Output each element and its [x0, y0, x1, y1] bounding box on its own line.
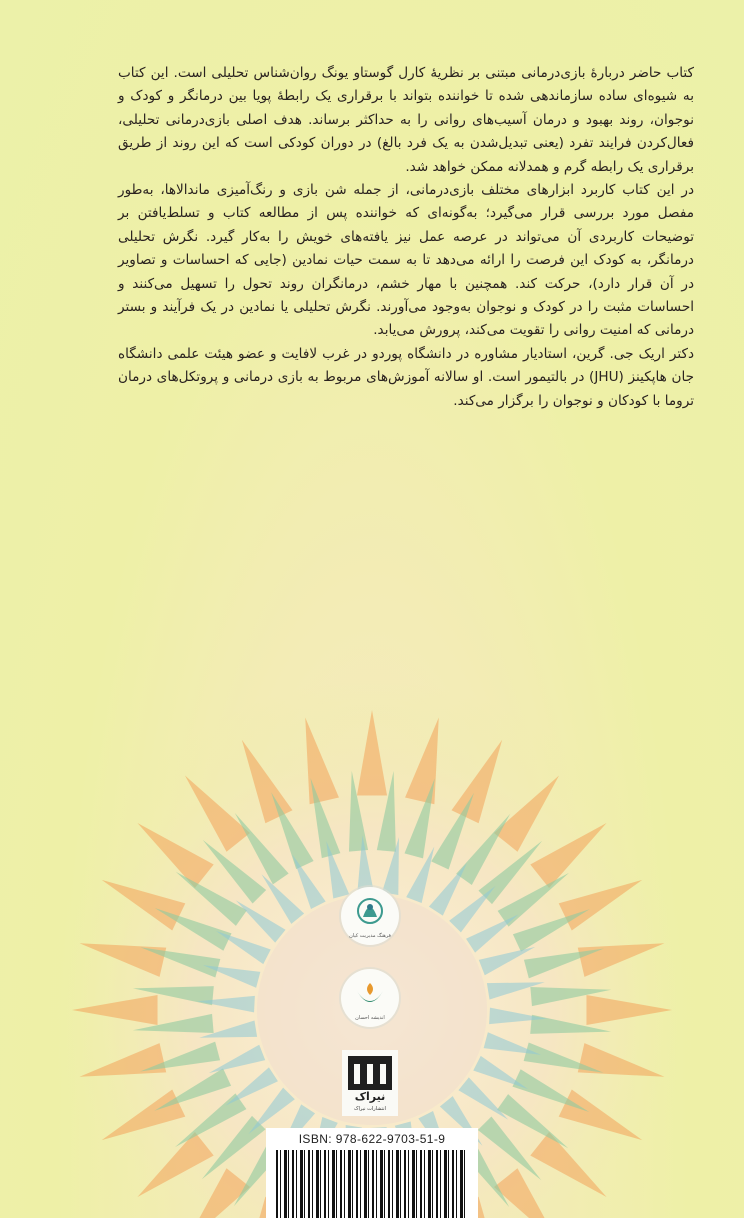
publisher-logo-bird: [341, 969, 399, 1027]
publisher-name: نیراک: [354, 1090, 386, 1103]
logo-caption: فرهنگ مدیریت کیان: [349, 933, 391, 939]
logo-caption: انتشارات نیراک: [354, 1106, 386, 1112]
isbn-barcode: [266, 1128, 478, 1218]
barcode-bars: [276, 1150, 468, 1218]
paragraph-intro: کتاب حاضر دربارهٔ بازی‌درمانی مبتنی بر نظریهٔ کارل گوستاو یونگ روان‌شناس تحلیلی است. این کتاب به شیوه‌ای ساده سازماندهی شده تا خواننده بتواند با برقراری یک رابطهٔ پویا بین درمانگر و کودک و نوجوان، روند بهبود و درمان آسیب‌های روانی را به حداکثر برساند. هدف اصلی بازی‌درمانی تحلیلی، فعال‌کردن فرایند تفرد (یعنی تبدیل‌شدن به یک فرد بالغ) در دوران کودکی است که این روند از طریق برقراری یک رابطه گرم و همدلانه ممکن خواهد شد.: [118, 65, 694, 175]
paragraph-tools: در این کتاب کاربرد ابزارهای مختلف بازی‌درمانی، از جمله شن بازی و رنگ‌آمیزی ماندالاها، به‌طور مفصل مورد بررسی قرار می‌گیرد؛ به‌گونه‌ای که خواننده پس از مطالعه کتاب و تسلط‌یافتن بر توضیحات کاربردی آن می‌تواند در عرصه عمل نیز یافته‌های خویش را به‌کار گیرد. نگرش تحلیلی درمانگر، به کودک این فرصت را ارائه می‌دهد تا به سمت حیات نمادین (جایی که احساسات و تصاویر در آن قرار دارد)، حرکت کند. همچنین با مهار خشم، درمانگران روند تحول را تسهیل می‌کنند و احساسات مثبت را در کودک و نوجوان به‌وجود می‌آورند. نگرش تحلیلی یا نمادین در یک فرآیند و بستر درمانی که امنیت روانی را تقویت می‌کند، پرورش می‌یابد.: [118, 182, 694, 339]
isbn-number: ISBN: 978-622-9703-51-9: [298, 1132, 446, 1146]
back-cover-description: [118, 62, 694, 413]
publisher-wordmark-icon: [348, 1056, 392, 1090]
publisher-logo-wordmark: [342, 1050, 398, 1116]
logo-caption: اندیشه احسان: [355, 1015, 385, 1021]
publisher-logo-peacock: [341, 887, 399, 945]
paragraph-author: دکتر اریک جی. گرین، استادیار مشاوره در دانشگاه پوردو در غرب لافایت و عضو هیئت علمی دانشگاه جان هاپکینز (JHU) در بالتیمور است. او سالانه آموزش‌های مربوط به بازی درمانی و پروتکل‌های درمان تروما با کودکان و نوجوان را برگزار می‌کند.: [118, 345, 694, 409]
